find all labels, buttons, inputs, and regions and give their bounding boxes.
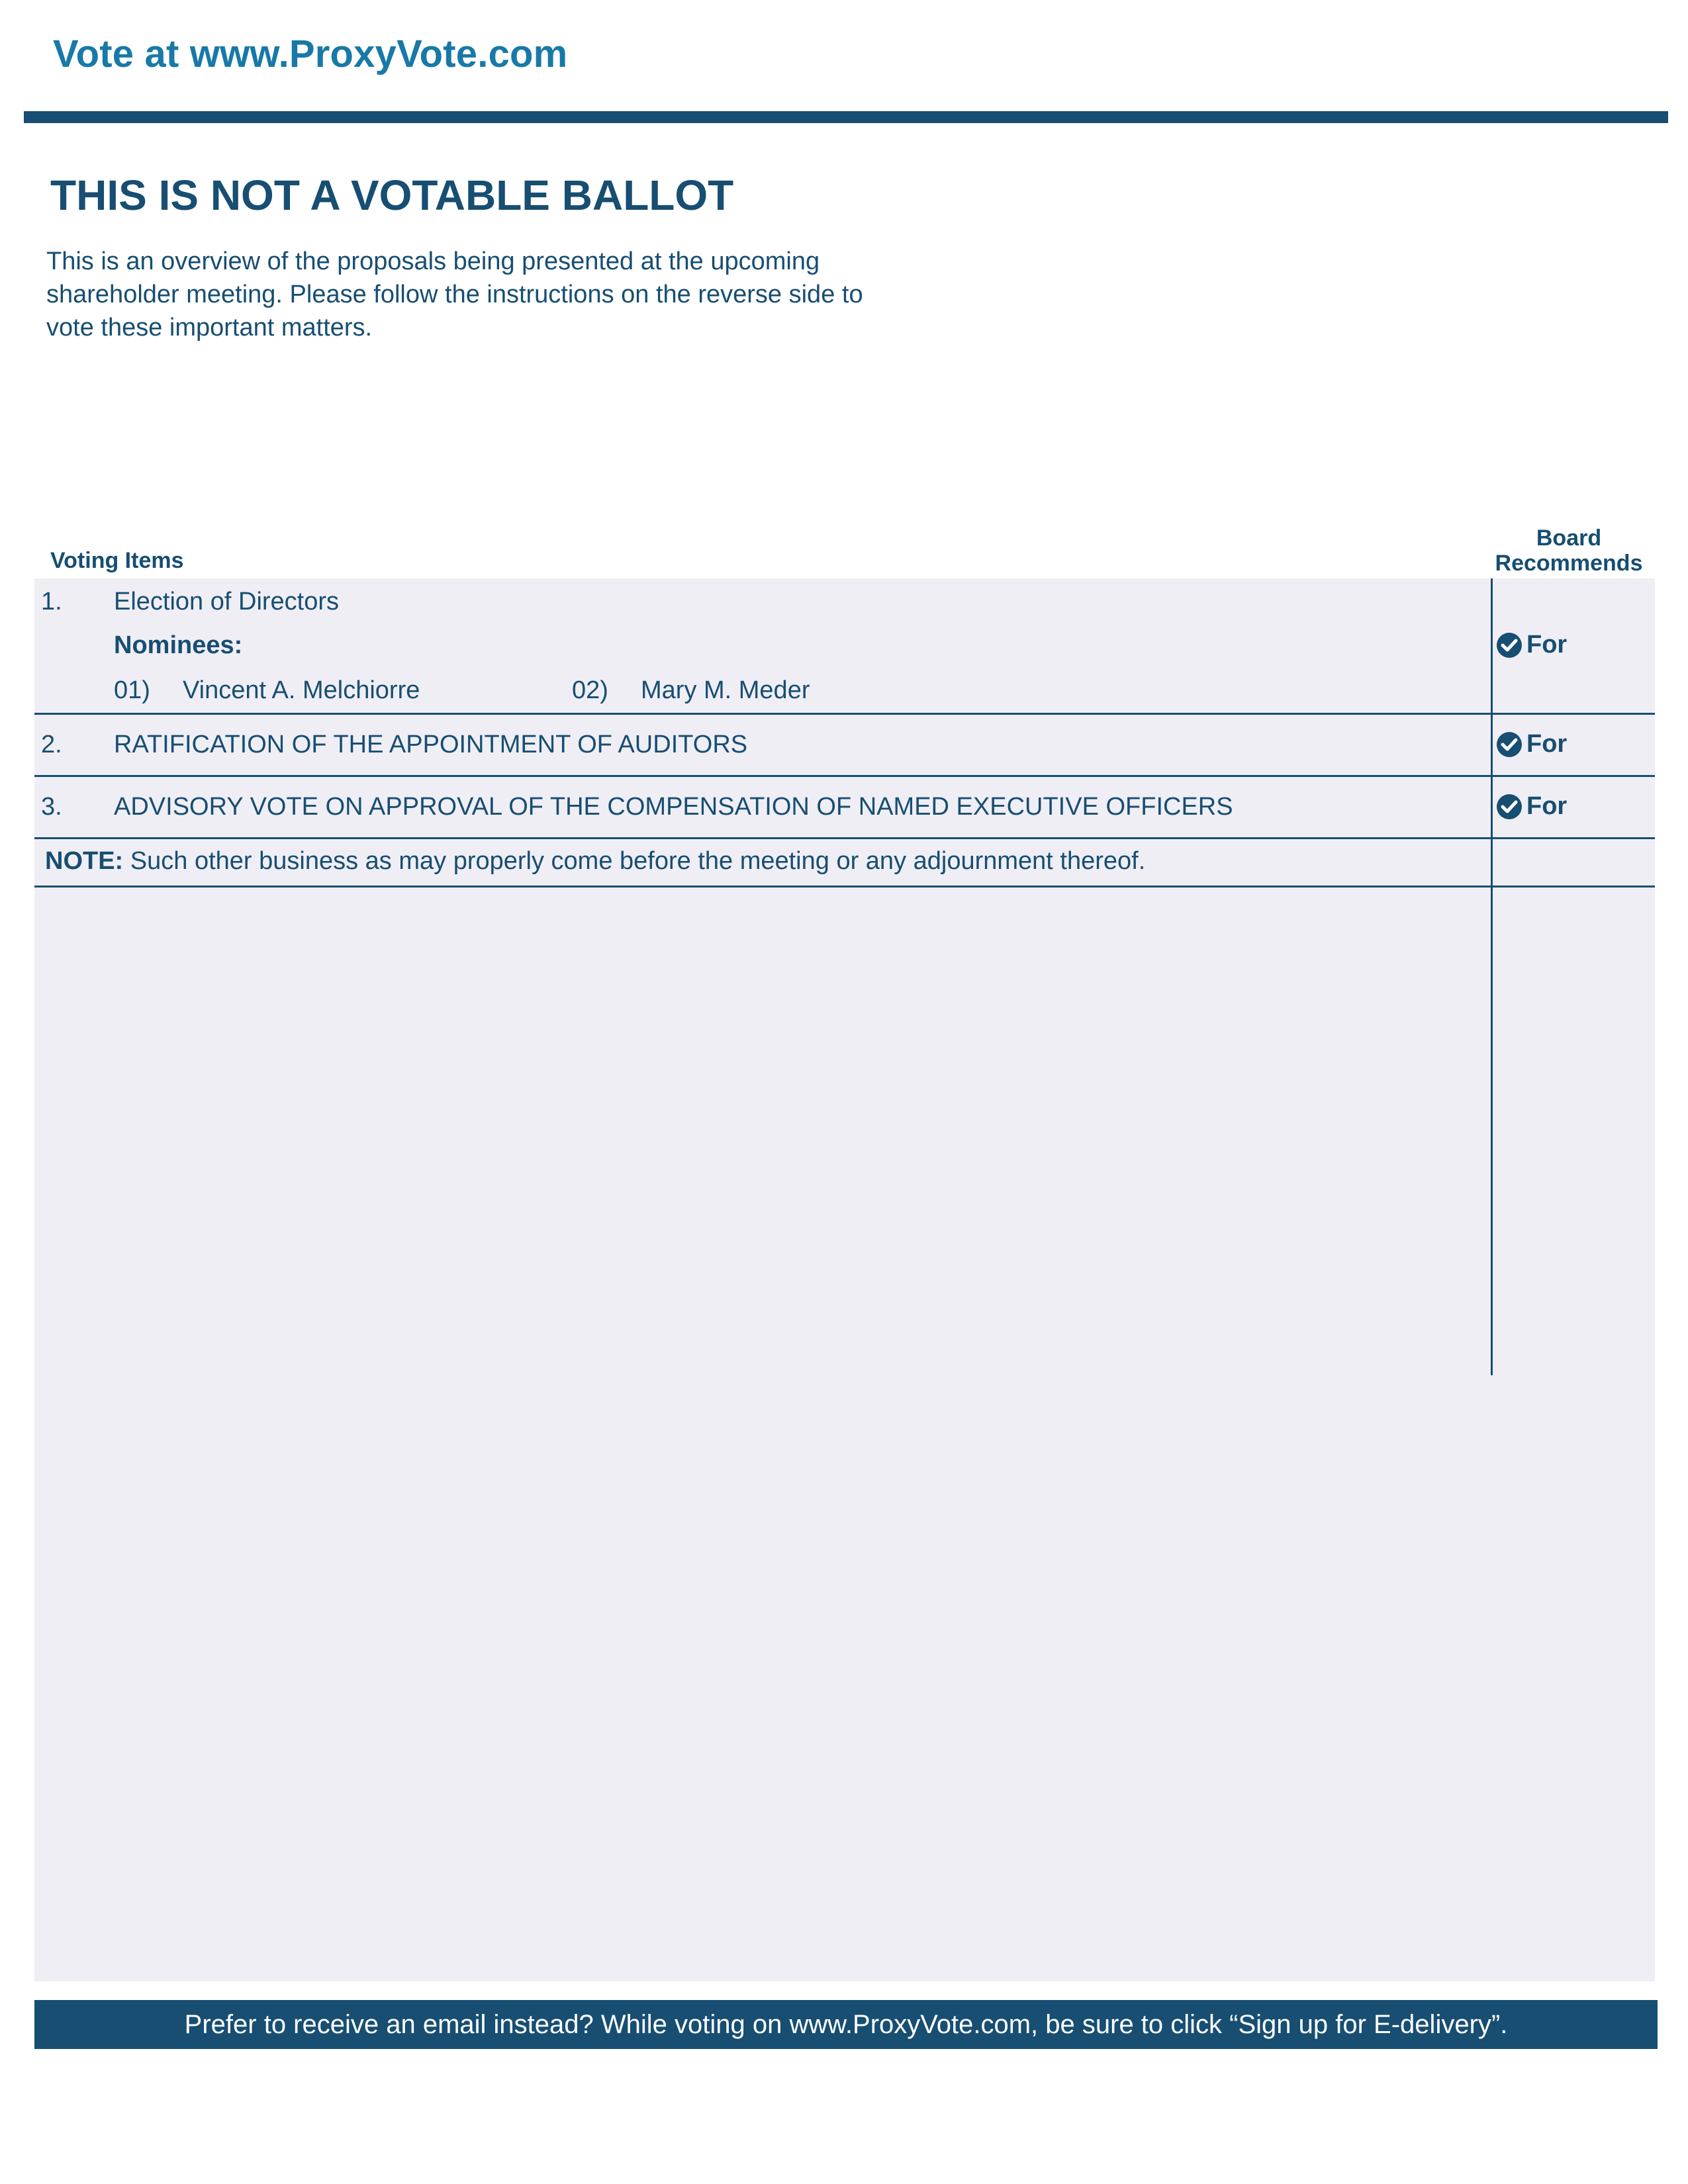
row-divider: [34, 837, 1655, 839]
item-2-recommendation-text: For: [1526, 730, 1568, 758]
check-circle-icon: [1496, 731, 1523, 758]
header-rule: [24, 111, 1668, 123]
row-divider: [34, 775, 1655, 777]
board-recommends-line2: Recommends: [1495, 551, 1643, 576]
nominee-1-number: 01): [114, 676, 150, 704]
item-2-label: RATIFICATION OF THE APPOINTMENT OF AUDITORS: [114, 731, 748, 758]
row-divider: [34, 886, 1655, 887]
nominee-1-name: Vincent A. Melchiorre: [183, 676, 420, 704]
nominees-label: Nominees:: [114, 631, 243, 659]
board-recommends-line1: Board: [1536, 525, 1602, 551]
check-circle-icon: [1496, 632, 1523, 659]
item-3-label: ADVISORY VOTE ON APPROVAL OF THE COMPENSATION OF NAMED EXECUTIVE OFFICERS: [114, 793, 1233, 821]
item-2-recommendation: [1496, 730, 1567, 758]
e-delivery-banner: Prefer to receive an email instead? While voting on www.ProxyVote.com, be sure to click “Sign up for E-delivery”.: [34, 2000, 1658, 2049]
item-1-recommendation-text: For: [1526, 631, 1568, 659]
page-title: THIS IS NOT A VOTABLE BALLOT: [50, 171, 734, 219]
item-1-label: Election of Directors: [114, 588, 340, 615]
proxyvote-link[interactable]: Vote at www.ProxyVote.com: [53, 32, 568, 75]
item-1-number: 1.: [41, 588, 62, 615]
item-2-number: 2.: [41, 731, 62, 758]
check-circle-icon: [1496, 794, 1523, 820]
item-3-number: 3.: [41, 793, 62, 821]
voting-panel: [34, 578, 1655, 1981]
nominee-2-number: 02): [572, 676, 608, 704]
note-label: NOTE:: [45, 847, 124, 875]
column-divider: [1491, 578, 1493, 1375]
item-3-recommendation-text: For: [1526, 792, 1568, 820]
intro-text: This is an overview of the proposals being presented at the upcoming shareholder meeting. Please follow the instructions on the reverse side to vote these important matters.: [46, 248, 863, 341]
board-recommends-header: [1483, 525, 1655, 576]
nominee-2-name: Mary M. Meder: [641, 676, 810, 704]
item-1-recommendation: [1496, 631, 1567, 659]
row-divider: [34, 713, 1655, 715]
note: [45, 847, 1145, 876]
item-3-recommendation: [1496, 792, 1567, 821]
note-text: Such other business as may properly come before the meeting or any adjournment thereof.: [130, 847, 1146, 875]
voting-items-header: Voting Items: [50, 548, 184, 573]
